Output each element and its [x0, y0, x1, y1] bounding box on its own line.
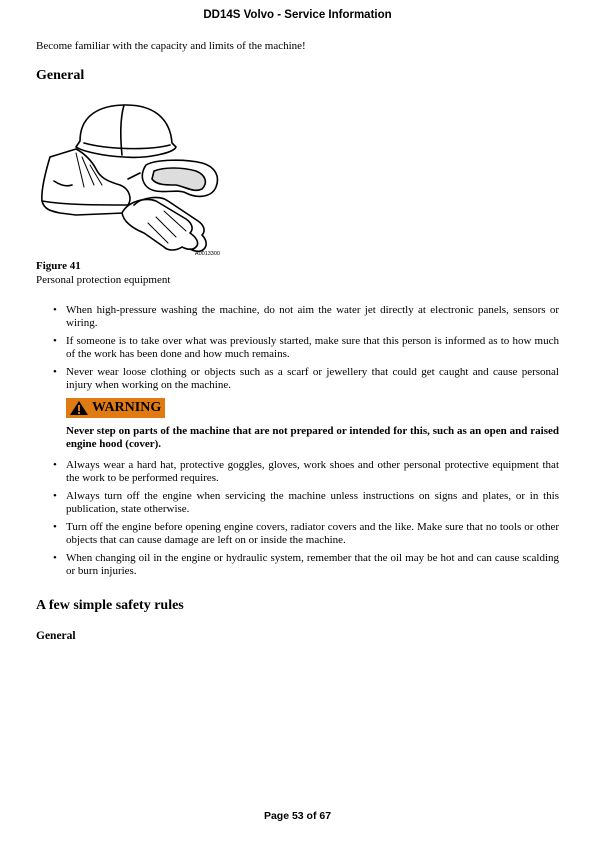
list-item: • When high-pressure washing the machine, do not aim the water jet directly at electronic panels, sensors or wiring. — [52, 304, 559, 330]
figure-caption: Personal protection equipment — [36, 274, 171, 286]
section-heading-general: General — [36, 68, 85, 83]
warning-label: WARNING — [92, 400, 162, 415]
warning-text: Never step on parts of the machine that are not prepared or intended for this, such as an open and raised engine hood (cover). — [66, 425, 559, 450]
figure-number: Figure 41 — [36, 260, 81, 272]
goggles-icon — [128, 160, 217, 196]
bullet-list-top — [52, 304, 559, 397]
section-heading-safety-rules: A few simple safety rules — [36, 598, 184, 613]
list-item: • Turn off the engine before opening engine covers, radiator covers and the like. Make sure that no tools or other objects that can cause damage are left on or inside the machine. — [52, 521, 559, 547]
hard-hat-icon — [76, 105, 176, 157]
work-boot-icon — [42, 149, 130, 215]
figure-ppe-illustration — [36, 101, 226, 259]
warning-block — [66, 398, 559, 451]
list-item: • Always turn off the engine when servicing the machine unless instructions on signs and plates, or in this publication, state otherwise. — [52, 490, 559, 516]
warning-triangle-icon — [69, 400, 89, 416]
bullet-list-bottom — [52, 459, 559, 583]
figure-code: A0013300 — [194, 251, 220, 257]
list-item: • If someone is to take over what was previously started, make sure that this person is informed as to how much of the work has been done and how much remains. — [52, 335, 559, 361]
intro-text: Become familiar with the capacity and limits of the machine! — [36, 40, 306, 52]
list-item: • Always wear a hard hat, protective goggles, gloves, work shoes and other personal protective equipment that the work to be performed requires. — [52, 459, 559, 485]
list-item: • Never wear loose clothing or objects such as a scarf or jewellery that could get caught and cause personal injury when working on the machine. — [52, 366, 559, 392]
subsection-heading-general: General — [36, 630, 76, 642]
list-item: • When changing oil in the engine or hydraulic system, remember that the oil may be hot and can cause scalding or burn injuries. — [52, 552, 559, 578]
page-number: Page 53 of 67 — [263, 810, 332, 822]
gloves-icon — [122, 198, 206, 252]
page-header: DD14S Volvo - Service Information — [203, 9, 392, 21]
warning-badge — [66, 398, 165, 418]
